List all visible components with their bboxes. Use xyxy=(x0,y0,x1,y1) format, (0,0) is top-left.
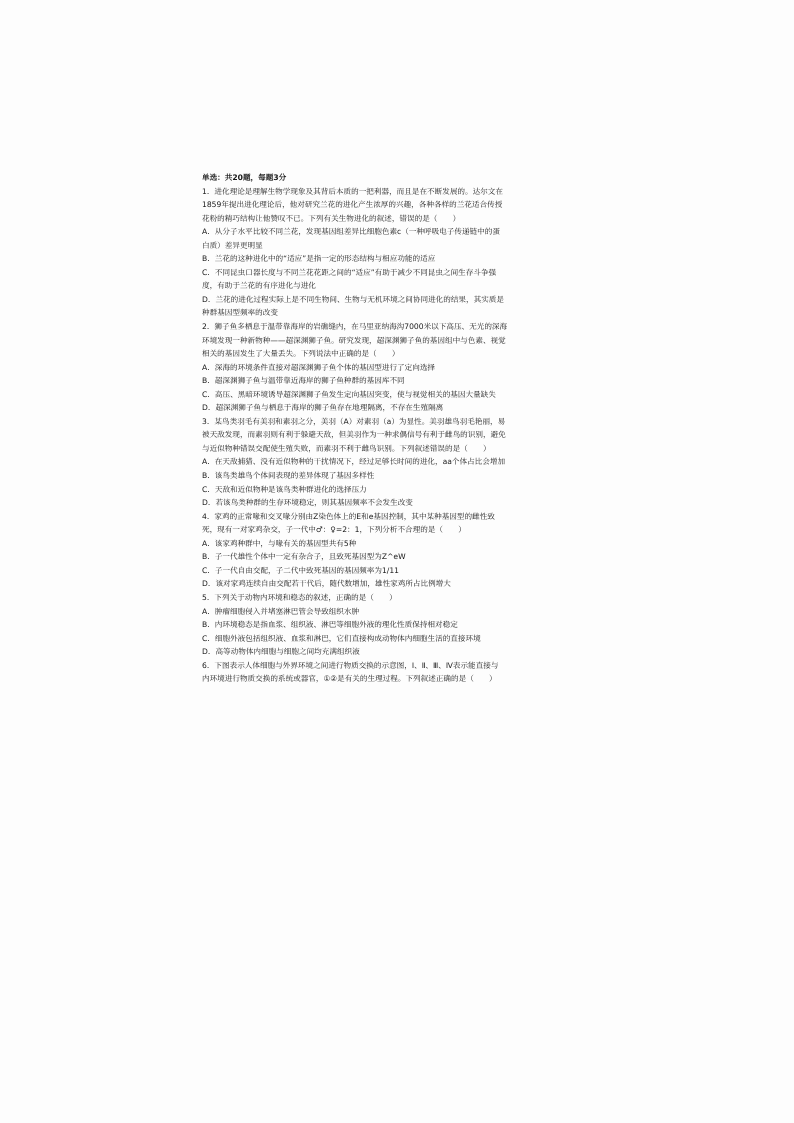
question-stem-line: 2．狮子鱼多栖息于温带靠海岸的岩礁缝内，在马里亚纳海沟7000米以下高压、无光的深海 xyxy=(202,322,508,332)
option-d[interactable]: D．该对家鸡连续自由交配若干代后，随代数增加，雄性家鸡所占比例增大 xyxy=(202,579,451,589)
option-c-continued: 度，有助于兰花的有序进化与进化 xyxy=(202,281,316,291)
option-a[interactable]: A．在天敌捕猎、没有近似物种的干扰情况下，经过足够长时间的进化，aa个体占比会增加 xyxy=(202,457,506,467)
option-b[interactable]: B．该鸟类雄鸟个体间表现的差异体现了基因多样性 xyxy=(202,471,375,481)
question-stem-line: 与近似物种错误交配使生殖失败，而素羽不利于雌鸟识别。下列叙述错误的是（ ） xyxy=(202,443,491,453)
question-4 xyxy=(202,510,596,591)
question-3 xyxy=(202,415,596,510)
option-c[interactable]: C．不同昆虫口器长度与不同兰花花距之间的“适应”有助于减少不同昆虫之间生存斗争强 xyxy=(202,267,497,277)
option-a[interactable]: A．该家鸡种群中，与喙有关的基因型共有5种 xyxy=(202,538,357,548)
question-2 xyxy=(202,320,596,415)
question-stem-line: 环境发现一种新物种——超深渊狮子鱼。研究发现，超深渊狮子鱼的基因组中与色素、视觉 xyxy=(202,335,506,345)
question-5 xyxy=(202,591,596,659)
question-6 xyxy=(202,659,596,686)
question-stem-line: 花粉的精巧结构让他赞叹不已。下列有关生物进化的叙述，错误的是（ ） xyxy=(202,213,461,223)
question-stem-line: 5．下列关于动物内环境和稳态的叙述，正确的是（ ） xyxy=(202,592,397,602)
option-d-continued: 种群基因型频率的改变 xyxy=(202,308,278,318)
question-1 xyxy=(202,185,596,320)
option-b[interactable]: B．子一代雄性个体中一定有杂合子，且致死基因型为Z^eW xyxy=(202,552,406,562)
question-list xyxy=(202,171,596,686)
option-d[interactable]: D．兰花的进化过程实际上是不同生物间、生物与无机环境之间协同进化的结果，其实质是 xyxy=(202,294,504,304)
option-b[interactable]: B．兰花的这种进化中的“适应”是指一定的形态结构与相应功能的适应 xyxy=(202,254,436,264)
question-stem-line: 6．下图表示人体细胞与外界环境之间进行物质交换的示意图，Ⅰ、Ⅱ、Ⅲ、Ⅳ表示能直接与 xyxy=(202,660,499,670)
option-c[interactable]: C．细胞外液包括组织液、血浆和淋巴，它们直接构成动物体内细胞生活的直接环境 xyxy=(202,633,481,643)
option-a[interactable]: A．从分子水平比较不同兰花，发现基因组差异比细胞色素c（一种呼吸电子传递链中的蛋 xyxy=(202,227,500,237)
option-d[interactable]: D．若该鸟类种群的生存环境稳定，则其基因频率不会发生改变 xyxy=(202,498,413,508)
question-stem-line: 相关的基因发生了大量丢失。下列说法中正确的是（ ） xyxy=(202,349,400,359)
option-a[interactable]: A．肿瘤细胞侵入并堵塞淋巴管会导致组织水肿 xyxy=(202,606,360,616)
option-a[interactable]: A．深海的环境条件直接对超深渊狮子鱼个体的基因型进行了定向选择 xyxy=(202,362,436,372)
section-header: 单选：共20题，每题3分 xyxy=(202,173,287,182)
option-c[interactable]: C．天敌和近似物种是该鸟类种群进化的选择压力 xyxy=(202,484,367,494)
question-stem-line: 被天敌发现，而素羽则有利于躲避天敌，但美羽作为一种求偶信号有利于雌鸟的识别，避免 xyxy=(202,430,506,440)
option-c[interactable]: C．高压、黑暗环境诱导超深渊狮子鱼发生定向基因突变，使与视觉相关的基因大量缺失 xyxy=(202,389,496,399)
option-b[interactable]: B．超深渊狮子鱼与温带靠近海岸的狮子鱼种群的基因库不同 xyxy=(202,376,405,386)
option-c[interactable]: C．子一代自由交配，子二代中致死基因的基因频率为1/11 xyxy=(202,565,400,575)
question-stem-line: 死，现有一对家鸡杂交，子一代中♂：♀=2：1，下列分析不合理的是（ ） xyxy=(202,525,466,535)
question-stem-line: 1．进化理论是理解生物学现象及其背后本质的一把利器，而且是在不断发展的。达尔文在 xyxy=(202,186,503,196)
option-b[interactable]: B．内环境稳态是指血浆、组织液、淋巴等细胞外液的理化性质保持相对稳定 xyxy=(202,620,458,630)
question-stem-line: 3．某鸟类羽毛有美羽和素羽之分，美羽（A）对素羽（a）为显性。美羽雄鸟羽毛艳丽，易 xyxy=(202,416,506,426)
question-stem-line: 4．家鸡的正常喙和交叉喙分别由Z染色体上的E和e基因控制，其中某种基因型的雌性致 xyxy=(202,511,495,521)
question-stem-line: 1859年提出进化理论后，他对研究兰花的进化产生浓厚的兴趣，各种各样的兰花适合传授 xyxy=(202,200,503,210)
option-d[interactable]: D．超深渊狮子鱼与栖息于海岸的狮子鱼存在地理隔离，不存在生殖隔离 xyxy=(202,403,444,413)
option-d[interactable]: D．高等动物体内细胞与细胞之间均充满组织液 xyxy=(202,647,360,657)
option-a-continued: 白质）差异更明显 xyxy=(202,240,263,250)
question-stem-line: 内环境进行物质交换的系统或器官，①②是有关的生理过程。下列叙述正确的是（ ） xyxy=(202,674,497,684)
